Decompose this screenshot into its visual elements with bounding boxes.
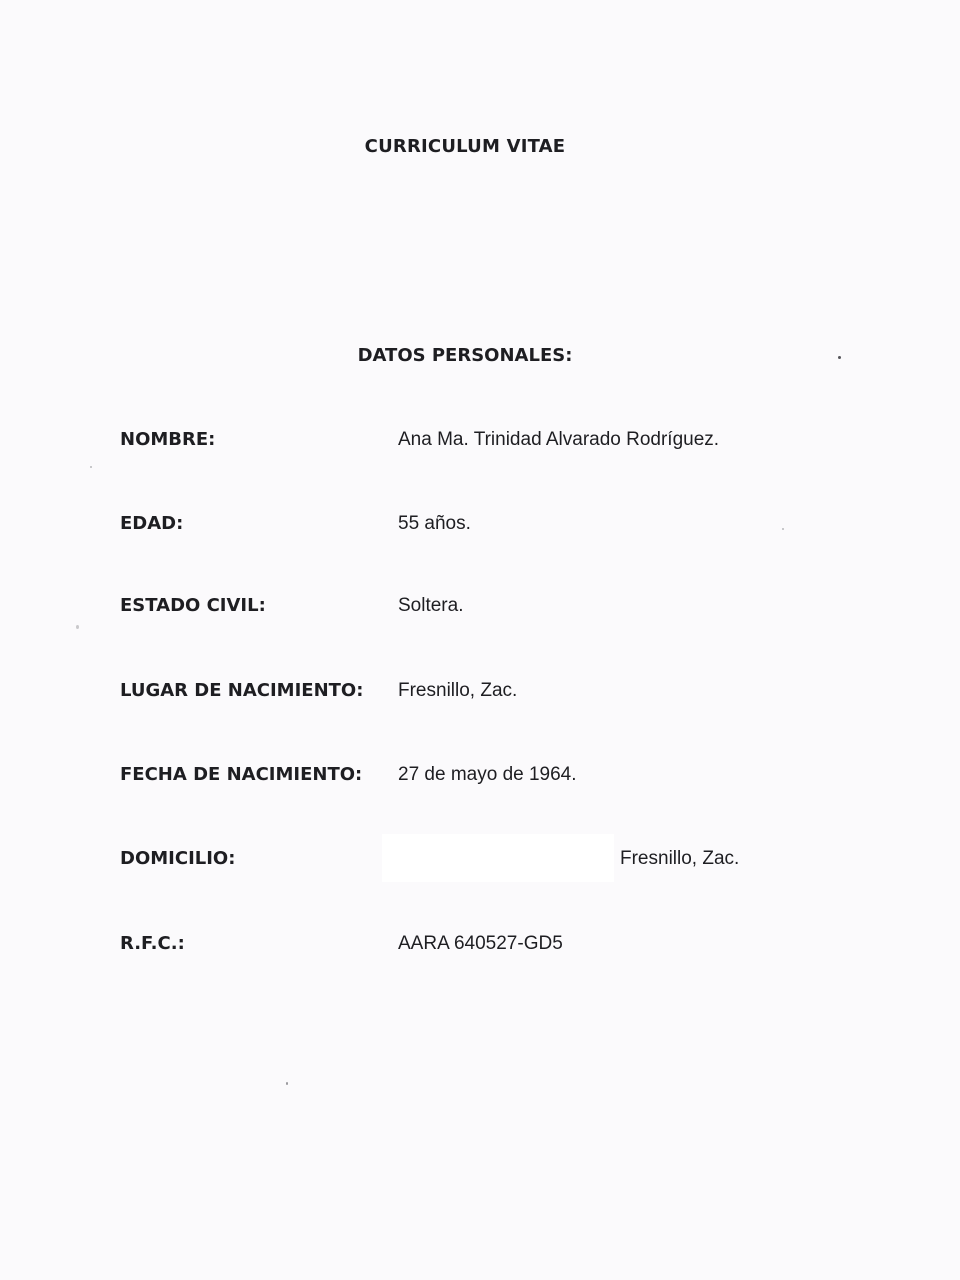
section-title-personal-data: DATOS PERSONALES:	[357, 345, 573, 366]
field-estado-civil	[120, 595, 920, 625]
field-nombre	[120, 429, 920, 459]
field-label: ESTADO CIVIL:	[120, 595, 266, 616]
field-lugar-de-nacimiento	[120, 680, 920, 710]
field-value: Ana Ma. Trinidad Alvarado Rodríguez.	[398, 429, 720, 450]
field-label: EDAD:	[120, 513, 184, 534]
field-edad	[120, 513, 920, 543]
scan-speck	[782, 528, 784, 530]
scan-speck	[286, 1082, 288, 1085]
field-value: 27 de mayo de 1964.	[398, 764, 577, 785]
field-label: LUGAR DE NACIMIENTO:	[120, 680, 364, 701]
field-domicilio	[120, 848, 920, 878]
field-value: Soltera.	[398, 595, 464, 616]
document-title: CURRICULUM VITAE	[364, 136, 566, 157]
scan-speck	[838, 356, 841, 359]
field-value: 55 años.	[398, 513, 471, 534]
field-label: FECHA DE NACIMIENTO:	[120, 764, 363, 785]
field-fecha-de-nacimiento	[120, 764, 920, 794]
field-label: DOMICILIO:	[120, 848, 236, 869]
field-value: Fresnillo, Zac.	[398, 680, 518, 701]
scan-speck	[76, 625, 79, 629]
field-label: NOMBRE:	[120, 429, 216, 450]
field-label: R.F.C.:	[120, 933, 185, 954]
scan-speck	[90, 466, 92, 468]
field-value: AARA 640527-GD5	[398, 933, 563, 954]
field-rfc	[120, 933, 920, 963]
redaction-box	[382, 834, 614, 882]
field-value: Fresnillo, Zac.	[620, 848, 740, 869]
